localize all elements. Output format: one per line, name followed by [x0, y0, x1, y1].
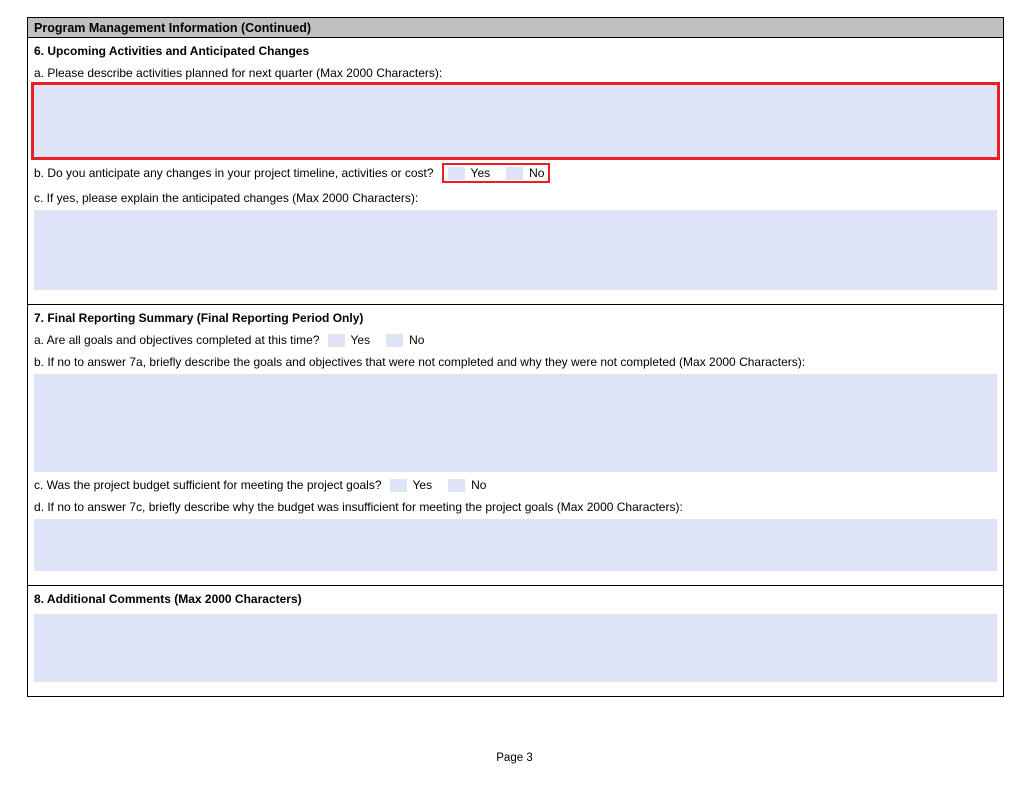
- question-6b-yes-label: Yes: [470, 166, 491, 180]
- question-6b-options: [442, 163, 551, 183]
- question-6b-label: b. Do you anticipate any changes in your project timeline, activities or cost?: [34, 166, 434, 180]
- page-footer: [0, 752, 1031, 764]
- question-6c-input[interactable]: [34, 210, 997, 290]
- section-header-bar: Program Management Information (Continued): [27, 17, 1004, 38]
- question-7a-yes-option[interactable]: [328, 333, 371, 347]
- checkbox-icon[interactable]: [448, 479, 465, 492]
- question-6c-field-wrap: [34, 210, 997, 290]
- section-7-title: 7. Final Reporting Summary (Final Reporting Period Only): [34, 311, 364, 325]
- checkbox-icon[interactable]: [448, 167, 465, 180]
- section-8: [27, 586, 1004, 697]
- question-7c-yes-option[interactable]: [390, 478, 433, 492]
- form-page: [27, 17, 1004, 697]
- question-6b-no-label: No: [529, 166, 545, 180]
- question-7c-no-option[interactable]: [448, 478, 486, 492]
- section-6: [27, 38, 1004, 305]
- question-6a-field-highlight: [34, 85, 997, 157]
- question-7a-no-label: No: [409, 333, 425, 347]
- section-6-title: 6. Upcoming Activities and Anticipated Changes: [34, 44, 310, 58]
- question-7a-row: [34, 333, 997, 347]
- checkbox-icon[interactable]: [390, 479, 407, 492]
- checkbox-icon[interactable]: [328, 334, 345, 347]
- question-7b-input[interactable]: [34, 374, 997, 472]
- page-number: Page 3: [496, 752, 533, 764]
- question-6c-label: c. If yes, please explain the anticipated changes (Max 2000 Characters):: [34, 191, 419, 205]
- question-7c-options: [390, 478, 487, 492]
- checkbox-icon[interactable]: [386, 334, 403, 347]
- section-8-title: 8. Additional Comments (Max 2000 Characters): [34, 592, 302, 606]
- question-7d-field-wrap: [34, 519, 997, 571]
- question-7c-label: c. Was the project budget sufficient for meeting the project goals?: [34, 478, 382, 492]
- section-8-input[interactable]: [34, 614, 997, 682]
- question-6a-label: a. Please describe activities planned for next quarter (Max 2000 Characters):: [34, 66, 443, 80]
- question-7a-options: [328, 333, 425, 347]
- question-6b-row: [34, 163, 997, 183]
- question-6b-no-option[interactable]: [506, 166, 544, 180]
- question-7d-label: d. If no to answer 7c, briefly describe why the budget was insufficient for meeting the project goals (Max 2000 Characters):: [34, 500, 683, 514]
- question-7c-yes-label: Yes: [412, 478, 433, 492]
- question-7d-input[interactable]: [34, 519, 997, 571]
- question-7a-yes-label: Yes: [350, 333, 371, 347]
- question-6a-input[interactable]: [34, 85, 997, 157]
- question-7b-field-wrap: [34, 374, 997, 472]
- question-6b-yes-option[interactable]: [448, 166, 491, 180]
- checkbox-icon[interactable]: [506, 167, 523, 180]
- question-7c-no-label: No: [471, 478, 487, 492]
- section-8-field-wrap: [34, 614, 997, 682]
- question-7a-no-option[interactable]: [386, 333, 424, 347]
- question-7a-label: a. Are all goals and objectives completed at this time?: [34, 333, 320, 347]
- question-7c-row: [34, 478, 997, 492]
- question-7b-label: b. If no to answer 7a, briefly describe the goals and objectives that were not completed and why they were not completed (Max 2000 Characters):: [34, 355, 806, 369]
- section-7: [27, 305, 1004, 586]
